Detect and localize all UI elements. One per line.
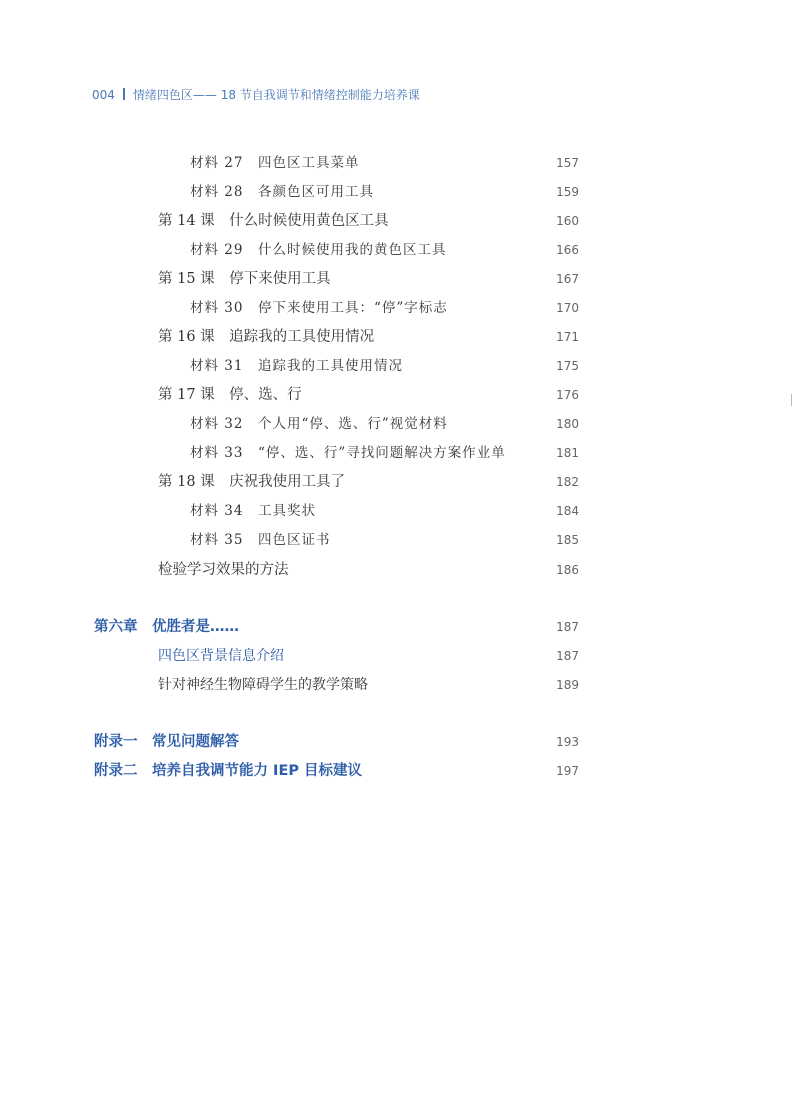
toc-entry-title: 附录一 常见问题解答 <box>94 734 239 750</box>
toc-entry-page: 170 <box>556 301 579 315</box>
toc-entry-page: 187 <box>556 649 579 663</box>
toc-entry-title: 针对神经生物障碍学生的教学策略 <box>158 677 368 693</box>
toc-entry-title: 四色区背景信息介绍 <box>158 648 284 664</box>
toc-entry-page: 197 <box>556 764 579 778</box>
toc-entry-page: 187 <box>556 620 579 634</box>
toc-entry-page: 176 <box>556 388 579 402</box>
toc-entry-page: 166 <box>556 243 579 257</box>
toc-entry-page: 159 <box>556 185 579 199</box>
toc-entry-page: 175 <box>556 359 579 373</box>
toc-entry-page: 180 <box>556 417 579 431</box>
header-book-title: 情绪四色区—— 18 节自我调节和情绪控制能力培养课 <box>132 88 420 102</box>
toc-entry-title: 第 16 课 追踪我的工具使用情况 <box>158 329 375 345</box>
toc-entry-title: 附录二 培养自我调节能力 IEP 目标建议 <box>94 763 363 779</box>
toc-entry-title: 材料 32 个人用“停、选、行”视觉材料 <box>190 416 448 432</box>
toc-entry-title: 材料 34 工具奖状 <box>190 503 316 519</box>
toc-entry-page: 186 <box>556 563 579 577</box>
toc-entry-page: 184 <box>556 504 579 518</box>
toc-entry-title: 材料 35 四色区证书 <box>190 532 331 548</box>
header-divider <box>123 88 125 100</box>
toc-entry-page: 185 <box>556 533 579 547</box>
toc-entry-page: 171 <box>556 330 579 344</box>
toc-entry-title: 第 14 课 什么时候使用黄色区工具 <box>158 213 389 229</box>
toc-entry-title: 材料 29 什么时候使用我的黄色区工具 <box>190 242 447 258</box>
toc-entry-page: 160 <box>556 214 579 228</box>
toc-entry-page: 193 <box>556 735 579 749</box>
page-edge-mark <box>791 394 792 406</box>
toc-entry-page: 182 <box>556 475 579 489</box>
toc-entry-page: 189 <box>556 678 579 692</box>
header-page-number: 004 <box>92 88 115 102</box>
toc-entry-title: 第六章 优胜者是…… <box>94 619 239 635</box>
toc-entry-title: 材料 30 停下来使用工具：“停”字标志 <box>190 300 448 316</box>
toc-entry-page: 157 <box>556 156 579 170</box>
toc-entry-page: 181 <box>556 446 579 460</box>
toc-entry-title: 材料 28 各颜色区可用工具 <box>190 184 374 200</box>
toc-entry-title: 材料 33 “停、选、行”寻找问题解决方案作业单 <box>190 445 506 461</box>
toc-entry-title: 检验学习效果的方法 <box>158 562 289 578</box>
toc-entry-title: 第 17 课 停、选、行 <box>158 387 302 403</box>
running-header <box>92 86 420 103</box>
toc-entry-title: 第 15 课 停下来使用工具 <box>158 271 331 287</box>
toc-entry-page: 167 <box>556 272 579 286</box>
toc-entry-title: 材料 31 追踪我的工具使用情况 <box>190 358 403 374</box>
toc-entry-title: 材料 27 四色区工具菜单 <box>190 155 360 171</box>
toc-entry-title: 第 18 课 庆祝我使用工具了 <box>158 474 346 490</box>
